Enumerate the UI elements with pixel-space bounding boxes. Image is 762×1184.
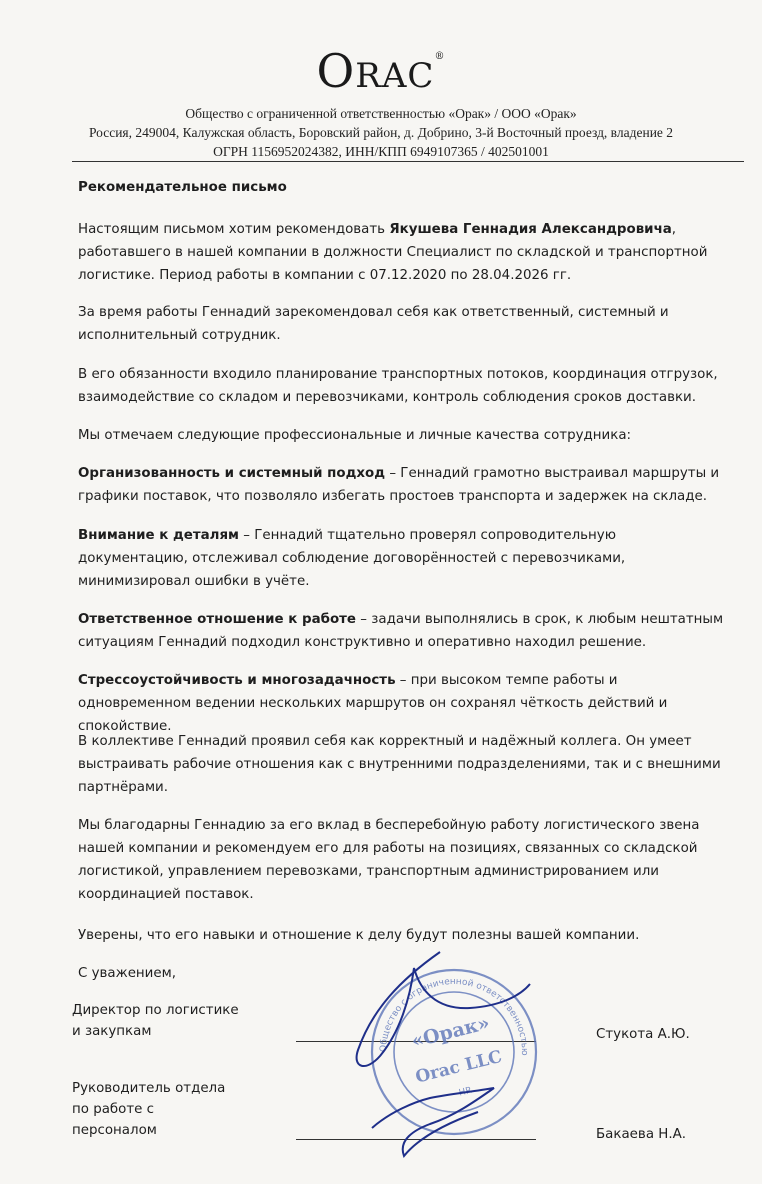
paragraph-conclusion: Уверены, что его навыки и отношение к делу будут полезны вашей компании. [78,928,640,943]
company-stamp [372,970,536,1134]
stamp-outer-ring [372,970,536,1134]
employee-name: Якушева Геннадия Александровича [389,222,672,237]
paragraph-duties: В его обязанности входило планирование транспортных потоков, координация отгрузок, взаимодействие со складом и перевозчиками, контроль соблюдения сроков доставки. [78,367,718,405]
signature-hr [372,1085,494,1156]
quality-attention: Внимание к деталям – Геннадий тщательно проверял сопроводительную документацию, отслеживал соблюдение договорённостей с перевозчиками, минимизировал ошибки в учёте. [78,528,626,589]
company-name-line: Общество с ограниченной ответственностью «Орак» / ООО «Орак» [185,106,577,121]
quality-organization: Организованность и системный подход – Геннадий грамотно выстраивал маршруты и графики поставок, что позволяло избегать простоев транспорта и задержек на складе. [78,466,720,504]
company-ids-line: ОГРН 1156952024382, ИНН/КПП 6949107365 / 402501001 [213,144,549,159]
stamp-subtitle: Orac LLC [413,1046,505,1088]
paragraph-summary: За время работы Геннадий зарекомендовал себя как ответственный, системный и исполнительный сотрудник. [78,305,669,343]
paragraph-recommendation: Мы благодарны Геннадию за его вклад в бесперебойную работу логистического звена нашей компании и рекомендуем его для работы на позициях, связанных со складской логистикой, управлением перевозками, транспортным администрированием или координацией поставок. [78,818,700,902]
signer-name-director: Стукота А.Ю. [596,1027,690,1042]
paragraph-teamwork: В коллективе Геннадий проявил себя как корректный и надёжный коллега. Он умеет выстраивать рабочие отношения как с внутренними подразделениями, так и с внешними партнёрами. [78,734,721,795]
stamp-ring-text: Общество с ограниченной ответственностью [378,976,530,1056]
signer-role-hr: Руководитель отдела по работе с персоналом [72,1081,226,1138]
stamp-hr-mark: HR [457,1085,474,1099]
company-logo: ORAC® [316,44,446,98]
letter-title: Рекомендательное письмо [78,180,287,195]
signer-name-hr: Бакаева Н.А. [596,1127,687,1142]
quality-stress-resistance: Стрессоустойчивость и многозадачность – при высоком темпе работы и одновременном ведении нескольких маршрутов он сохранял чёткость действий и спокойствие. [78,673,668,734]
company-address-line: Россия, 249004, Калужская область, Боровский район, д. Добрино, 3-й Восточный проезд, владение 2 [88,125,674,140]
paragraph-intro: Настоящим письмом хотим рекомендовать Якушева Геннадия Александровича, работавшего в нашей компании в должности Специалист по складской и транспортной логистике. Период работы в компании с 07.12.2020 по 28.04.2026 гг. [78,222,708,283]
closing: С уважением, [78,966,176,981]
paragraph-qualities-intro: Мы отмечаем следующие профессиональные и личные качества сотрудника: [78,428,632,443]
signer-role-director: Директор по логистике и закупкам [72,1003,239,1039]
stamp-title: «Орак» [409,1011,492,1053]
quality-responsibility: Ответственное отношение к работе – задачи выполнялись в срок, к любым нештатным ситуациям Геннадий подходил конструктивно и оперативно находил решение. [78,612,724,650]
